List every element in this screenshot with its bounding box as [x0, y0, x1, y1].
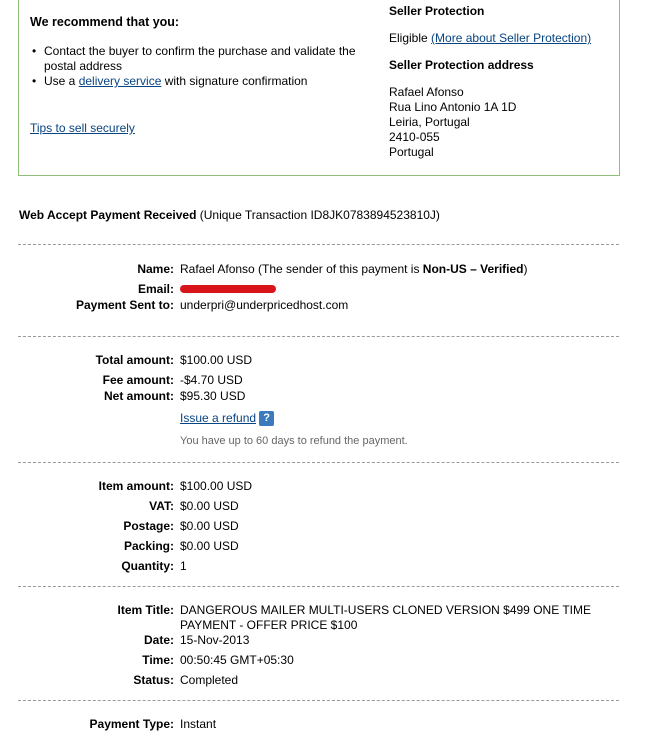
transaction-type: Web Accept Payment Received — [19, 208, 197, 222]
recommendation-item-text: Contact the buyer to confirm the purchase and validate the postal address — [44, 44, 356, 73]
status-value: Completed — [180, 673, 239, 687]
address-line: Leiria, Portugal — [389, 115, 470, 129]
refund-container — [180, 411, 600, 426]
vat-label: VAT: — [149, 499, 174, 513]
vat-value: $0.00 USD — [180, 499, 239, 513]
payment-type-label: Payment Type: — [89, 717, 174, 731]
delivery-service-link[interactable]: delivery service — [78, 74, 162, 88]
sender-verification-status: Non-US – Verified — [422, 262, 524, 276]
postage-value: $0.00 USD — [180, 519, 239, 533]
refund-note: You have up to 60 days to refund the payment. — [180, 435, 408, 447]
item-title-label: Item Title: — [117, 603, 174, 617]
divider — [18, 462, 619, 463]
recommendation-panel — [18, 0, 620, 176]
transaction-header — [19, 208, 440, 223]
divider — [18, 336, 619, 337]
seller-protection-section — [389, 4, 619, 160]
seller-protection-status — [389, 31, 619, 46]
address-line: 2410-055 — [389, 130, 440, 144]
time-value: 00:50:45 GMT+05:30 — [180, 653, 294, 667]
tips-to-sell-securely-link[interactable]: Tips to sell securely — [30, 121, 135, 135]
issue-refund-link[interactable]: Issue a refund — [180, 411, 257, 425]
address-line: Rafael Afonso — [389, 85, 464, 99]
packing-value: $0.00 USD — [180, 539, 239, 553]
packing-label: Packing: — [123, 539, 174, 553]
item-amount-value: $100.00 USD — [180, 479, 253, 493]
payment-sent-to-value: underpri@underpricedhost.com — [180, 298, 349, 312]
seller-protection-address-title: Seller Protection address — [389, 58, 534, 72]
date-value: 15-Nov-2013 — [180, 633, 250, 647]
redaction-mark — [180, 285, 276, 293]
net-amount-value: $95.30 USD — [180, 389, 246, 403]
seller-protection-title: Seller Protection — [389, 4, 485, 18]
sender-email-value — [180, 282, 600, 297]
divider — [18, 244, 619, 245]
more-about-seller-protection-link[interactable]: (More about Seller Protection) — [431, 31, 592, 45]
sender-name-close: ) — [523, 262, 528, 276]
status-label: Status: — [133, 673, 174, 687]
eligibility-status: Eligible — [389, 31, 428, 45]
recommendation-title: We recommend that you: — [30, 15, 180, 29]
item-title-value: DANGEROUS MAILER MULTI-USERS CLONED VERSION $499 ONE TIME PAYMENT - OFFER PRICE $100 — [180, 603, 591, 632]
divider — [18, 586, 619, 587]
item-amount-label: Item amount: — [98, 479, 174, 493]
sender-name-label: Name: — [137, 262, 174, 276]
fee-amount-value: -$4.70 USD — [180, 373, 243, 387]
seller-protection-address — [389, 85, 619, 160]
time-label: Time: — [142, 653, 174, 667]
recommendation-list — [30, 44, 370, 89]
payment-type-value: Instant — [180, 717, 217, 731]
sender-name-value — [180, 262, 600, 277]
recommendation-item-contact-buyer — [30, 44, 370, 74]
total-amount-value: $100.00 USD — [180, 353, 253, 367]
recommendation-section — [30, 15, 370, 89]
address-line: Rua Lino Antonio 1A 1D — [389, 100, 517, 114]
total-amount-label: Total amount: — [95, 353, 174, 367]
sender-email-label: Email: — [137, 282, 174, 296]
recommendation-item-text: with signature confirmation — [161, 74, 308, 88]
date-label: Date: — [143, 633, 174, 647]
help-icon[interactable]: ? — [259, 411, 274, 426]
fee-amount-label: Fee amount: — [102, 373, 174, 387]
quantity-value: 1 — [180, 559, 187, 573]
postage-label: Postage: — [123, 519, 174, 533]
quantity-label: Quantity: — [121, 559, 174, 573]
recommendation-item-delivery — [30, 74, 370, 89]
divider — [18, 700, 619, 701]
payment-sent-to-label: Payment Sent to: — [75, 298, 174, 312]
sender-name-text: Rafael Afonso (The sender of this payment is — [180, 262, 423, 276]
recommendation-item-text: Use a — [44, 74, 79, 88]
net-amount-label: Net amount: — [104, 389, 174, 403]
transaction-id: (Unique Transaction ID8JK0783894523810J) — [199, 208, 440, 222]
address-line: Portugal — [389, 145, 434, 159]
